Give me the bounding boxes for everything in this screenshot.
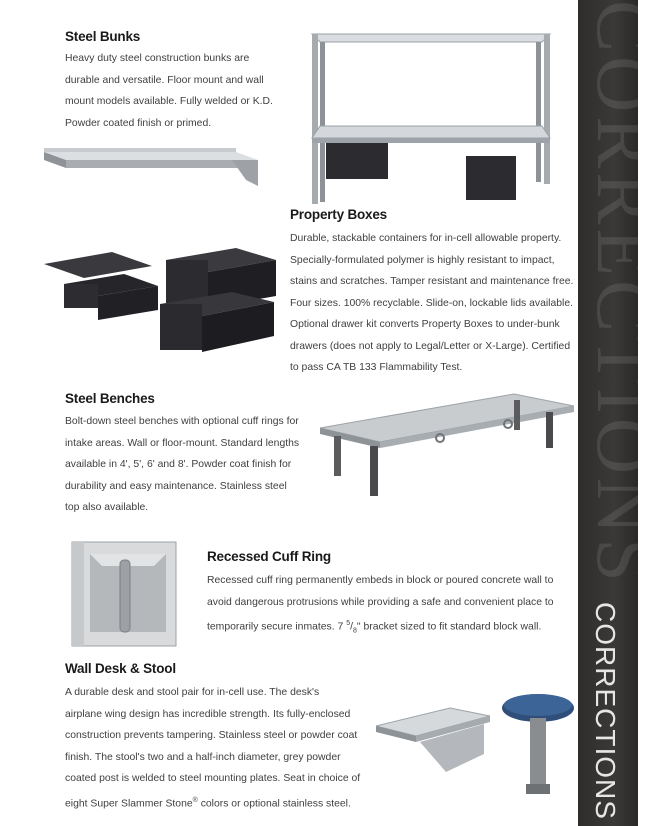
steel-bunks-heading: Steel Bunks	[65, 29, 141, 44]
property-boxes-text	[290, 228, 573, 379]
steel-bench-image	[318, 390, 578, 500]
text-line: durable and versatile. Floor mount and wall	[65, 74, 264, 86]
cuff-ring-text	[207, 570, 554, 642]
text-line: mount models available. Fully welded or K.D.	[65, 96, 273, 107]
text-line: A durable desk and stool pair for in-cell use. The desk's	[65, 687, 320, 698]
text-line	[65, 790, 360, 815]
text-line: available in 4', 5', 6' and 8'. Powder coat finish for	[65, 459, 292, 470]
wall-desk-text	[65, 682, 360, 814]
steel-benches-heading: Steel Benches	[65, 391, 155, 406]
wall-bunk-image	[36, 138, 266, 188]
text-line: Heavy duty steel construction bunks are	[65, 53, 250, 64]
wall-desk-image	[366, 706, 496, 776]
text-line: top also available.	[65, 502, 149, 513]
text-line: finish. The stool's two and a half-inch diameter, grey powder	[65, 751, 341, 763]
sidebar-title: CORRECTIONS	[590, 602, 621, 820]
text-line: drawers (does not apply to Legal/Letter or X-Large). Certified	[290, 340, 571, 352]
text-line: Bolt-down steel benches with optional cuff rings for	[65, 416, 299, 427]
text-line: stains and scratches. Tamper resistant and maintenance free.	[290, 276, 574, 287]
text-line: avoid dangerous protrusions while providing a safe and convenient place to	[207, 596, 554, 608]
wall-desk-heading: Wall Desk & Stool	[65, 661, 176, 676]
cuff-ring-heading: Recessed Cuff Ring	[207, 549, 331, 564]
property-boxes-image	[40, 238, 280, 356]
fraction-slash: /	[350, 621, 353, 633]
stool-image	[500, 692, 576, 802]
text-line: durability and easy maintenance. Stainless steel	[65, 480, 287, 492]
text-fragment: temporarily secure inmates. 7	[207, 621, 347, 633]
steel-benches-text	[65, 411, 299, 519]
text-line: Recessed cuff ring permanently embeds in block or poured concrete wall to	[207, 575, 554, 586]
text-line: Optional drawer kit converts Property Boxes to under-bunk	[290, 319, 560, 330]
text-fragment: eight Super Slammer Stone	[65, 797, 193, 809]
text-line: to pass CA TB 133 Flammability Test.	[290, 362, 463, 373]
text-line: airplane wing design has incredible strength. Its fully-enclosed	[65, 708, 351, 720]
double-bunk-image	[306, 26, 556, 211]
registered-mark: ®	[192, 796, 198, 804]
text-line: intake areas. Wall or floor-mount. Standard lengths	[65, 437, 300, 449]
steel-bunks-text	[65, 48, 273, 134]
text-line: Specially-formulated polymer is highly resistant to impact,	[290, 254, 555, 266]
cuff-ring-image	[68, 540, 180, 648]
fraction-numerator: 5	[346, 620, 351, 627]
property-boxes-heading: Property Boxes	[290, 207, 387, 222]
text-line: Four sizes. 100% recyclable. Slide-on, lockable lids available.	[290, 297, 573, 309]
text-line: coated post is welded to steel mounting plates. Seat in choice of	[65, 773, 361, 784]
text-line: Powder coated finish or primed.	[65, 117, 212, 129]
fraction-denominator: 8	[352, 627, 357, 635]
text-line: construction prevents tampering. Stainless steel or powder coat	[65, 730, 358, 741]
text-fragment: " bracket sized to fit standard block wall.	[356, 621, 542, 633]
text-line	[207, 613, 554, 642]
text-fragment: colors or optional stainless steel.	[197, 797, 351, 809]
sidebar-watermark: CORRECTIONS	[581, 0, 668, 586]
text-line: Durable, stackable containers for in-cell allowable property.	[290, 233, 562, 244]
